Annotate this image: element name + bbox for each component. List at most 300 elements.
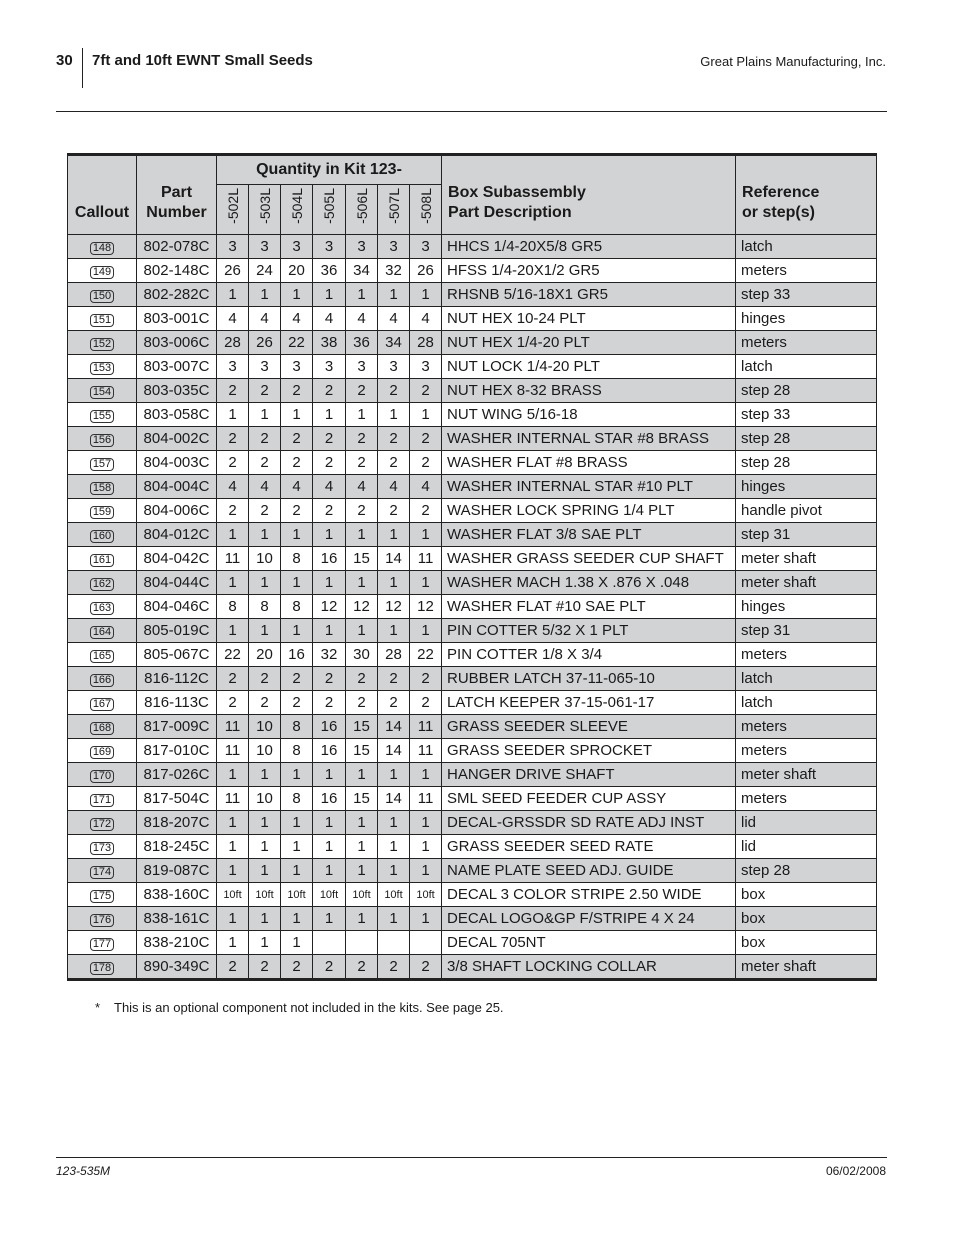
quantity-cell: 2	[410, 379, 442, 403]
quantity-cell: 2	[313, 499, 346, 523]
description-cell: NUT LOCK 1/4-20 PLT	[442, 355, 736, 379]
quantity-cell: 2	[313, 451, 346, 475]
quantity-cell: 8	[281, 595, 313, 619]
quantity-cell: 2	[281, 667, 313, 691]
quantity-cell: 1	[410, 523, 442, 547]
quantity-cell: 11	[410, 787, 442, 811]
quantity-cell: 1	[249, 859, 281, 883]
callout-number: 159	[90, 506, 114, 519]
quantity-cell: 1	[410, 811, 442, 835]
reference-cell: latch	[736, 355, 877, 379]
quantity-cell: 8	[281, 715, 313, 739]
reference-cell: meters	[736, 787, 877, 811]
quantity-cell: 1	[249, 763, 281, 787]
reference-cell: step 33	[736, 403, 877, 427]
callout-cell	[68, 667, 137, 691]
table-row	[68, 571, 877, 595]
header-description-line2: Part Description	[448, 204, 572, 221]
quantity-cell: 16	[313, 715, 346, 739]
quantity-cell: 2	[346, 427, 378, 451]
quantity-cell: 2	[313, 955, 346, 980]
quantity-cell: 20	[249, 643, 281, 667]
quantity-cell: 1	[410, 907, 442, 931]
part-number-cell: 804-002C	[137, 427, 217, 451]
reference-cell: latch	[736, 667, 877, 691]
document-number: 123-535M	[56, 1164, 111, 1178]
quantity-cell: 1	[313, 835, 346, 859]
reference-cell: latch	[736, 235, 877, 259]
callout-cell	[68, 307, 137, 331]
callout-cell	[68, 403, 137, 427]
quantity-cell: 1	[313, 403, 346, 427]
table-row	[68, 355, 877, 379]
description-cell: RHSNB 5/16-18X1 GR5	[442, 283, 736, 307]
part-number-cell: 838-161C	[137, 907, 217, 931]
quantity-cell: 3	[249, 355, 281, 379]
callout-cell	[68, 883, 137, 907]
reference-cell: step 28	[736, 451, 877, 475]
part-number-cell: 817-504C	[137, 787, 217, 811]
quantity-cell: 4	[313, 307, 346, 331]
quantity-cell: 34	[346, 259, 378, 283]
callout-cell	[68, 259, 137, 283]
quantity-cell: 20	[281, 259, 313, 283]
part-number-cell: 817-026C	[137, 763, 217, 787]
quantity-cell: 14	[378, 715, 410, 739]
description-cell: DECAL-GRSSDR SD RATE ADJ INST	[442, 811, 736, 835]
quantity-cell: 12	[378, 595, 410, 619]
callout-number: 165	[90, 650, 114, 663]
quantity-cell: 2	[249, 379, 281, 403]
quantity-cell: 28	[217, 331, 249, 355]
quantity-cell: 1	[217, 859, 249, 883]
part-number-cell: 803-058C	[137, 403, 217, 427]
part-number-cell: 818-207C	[137, 811, 217, 835]
callout-number: 174	[90, 866, 114, 879]
description-cell: HANGER DRIVE SHAFT	[442, 763, 736, 787]
quantity-cell: 1	[346, 523, 378, 547]
callout-number: 148	[90, 242, 114, 255]
quantity-cell: 24	[249, 259, 281, 283]
quantity-cell: 3	[346, 235, 378, 259]
table-row	[68, 835, 877, 859]
quantity-cell: 2	[313, 379, 346, 403]
description-cell: 3/8 SHAFT LOCKING COLLAR	[442, 955, 736, 980]
quantity-cell: 2	[410, 427, 442, 451]
quantity-cell: 32	[378, 259, 410, 283]
quantity-cell: 16	[313, 739, 346, 763]
quantity-cell: 2	[410, 691, 442, 715]
table-row	[68, 499, 877, 523]
callout-number: 172	[90, 818, 114, 831]
part-number-cell: 804-042C	[137, 547, 217, 571]
company-name: Great Plains Manufacturing, Inc.	[700, 54, 886, 69]
quantity-cell: 4	[346, 307, 378, 331]
quantity-cell: 11	[217, 715, 249, 739]
quantity-cell: 2	[346, 955, 378, 980]
quantity-cell: 4	[313, 475, 346, 499]
callout-number: 155	[90, 410, 114, 423]
quantity-cell: 1	[217, 763, 249, 787]
quantity-cell: 1	[410, 619, 442, 643]
table-row	[68, 451, 877, 475]
quantity-cell	[346, 931, 378, 955]
quantity-cell: 3	[217, 235, 249, 259]
callout-number: 163	[90, 602, 114, 615]
table-row	[68, 403, 877, 427]
quantity-cell: 1	[378, 619, 410, 643]
quantity-cell: 1	[217, 571, 249, 595]
reference-cell: hinges	[736, 307, 877, 331]
callout-number: 153	[90, 362, 114, 375]
reference-cell: step 31	[736, 523, 877, 547]
document-date: 06/02/2008	[825, 1164, 886, 1178]
quantity-cell: 1	[378, 835, 410, 859]
quantity-cell: 4	[217, 475, 249, 499]
document-title: 7ft and 10ft EWNT Small Seeds	[92, 52, 313, 69]
header-reference-line1: Reference	[742, 184, 820, 201]
quantity-cell: 1	[249, 619, 281, 643]
header-part-number-line2: Number	[146, 204, 207, 221]
description-cell: PIN COTTER 5/32 X 1 PLT	[442, 619, 736, 643]
table-row	[68, 955, 877, 980]
quantity-cell: 2	[249, 499, 281, 523]
quantity-cell: 2	[378, 667, 410, 691]
quantity-cell: 1	[217, 907, 249, 931]
quantity-cell: 3	[378, 235, 410, 259]
quantity-cell: 1	[249, 835, 281, 859]
quantity-cell: 2	[313, 667, 346, 691]
header-quantity-group: Quantity in Kit 123-	[217, 155, 442, 185]
quantity-cell: 2	[378, 427, 410, 451]
table-row	[68, 523, 877, 547]
part-number-cell: 805-067C	[137, 643, 217, 667]
quantity-cell: 1	[217, 403, 249, 427]
quantity-cell: 2	[313, 691, 346, 715]
quantity-cell: 10ft	[346, 883, 378, 907]
quantity-cell: 11	[217, 787, 249, 811]
reference-cell: meters	[736, 643, 877, 667]
description-cell: WASHER INTERNAL STAR #8 BRASS	[442, 427, 736, 451]
reference-cell: step 33	[736, 283, 877, 307]
part-number-cell: 818-245C	[137, 835, 217, 859]
description-cell: DECAL LOGO&GP F/STRIPE 4 X 24	[442, 907, 736, 931]
quantity-cell: 15	[346, 739, 378, 763]
quantity-cell: 2	[249, 955, 281, 980]
footnote	[95, 1000, 504, 1015]
part-number-cell: 890-349C	[137, 955, 217, 980]
table-row	[68, 283, 877, 307]
quantity-cell: 4	[378, 475, 410, 499]
quantity-cell: 1	[378, 763, 410, 787]
description-cell: WASHER LOCK SPRING 1/4 PLT	[442, 499, 736, 523]
table-row	[68, 595, 877, 619]
part-number-cell: 804-004C	[137, 475, 217, 499]
header-callout: Callout	[68, 155, 137, 235]
description-cell: NUT HEX 1/4-20 PLT	[442, 331, 736, 355]
quantity-cell: 26	[249, 331, 281, 355]
callout-cell	[68, 355, 137, 379]
quantity-cell: 1	[281, 283, 313, 307]
quantity-cell: 3	[281, 355, 313, 379]
part-number-cell: 805-019C	[137, 619, 217, 643]
quantity-cell: 3	[378, 355, 410, 379]
reference-cell: meter shaft	[736, 955, 877, 980]
quantity-cell: 2	[217, 379, 249, 403]
callout-number: 160	[90, 530, 114, 543]
quantity-cell: 3	[410, 355, 442, 379]
part-number-cell: 803-001C	[137, 307, 217, 331]
callout-cell	[68, 955, 137, 980]
callout-number: 170	[90, 770, 114, 783]
page-number: 30	[56, 52, 73, 69]
reference-cell: meters	[736, 259, 877, 283]
quantity-cell: 1	[281, 523, 313, 547]
header-kit	[346, 185, 378, 235]
callout-cell	[68, 931, 137, 955]
quantity-cell: 1	[217, 835, 249, 859]
header-kit-label: -505L	[321, 188, 337, 224]
part-number-cell: 819-087C	[137, 859, 217, 883]
quantity-cell: 2	[313, 427, 346, 451]
quantity-cell: 1	[217, 523, 249, 547]
quantity-cell: 10	[249, 739, 281, 763]
reference-cell: step 28	[736, 379, 877, 403]
quantity-cell: 1	[378, 403, 410, 427]
reference-cell: box	[736, 883, 877, 907]
header-rule	[56, 111, 887, 112]
quantity-cell: 4	[281, 307, 313, 331]
quantity-cell: 1	[281, 403, 313, 427]
header-description-line1: Box Subassembly	[448, 184, 586, 201]
quantity-cell: 36	[313, 259, 346, 283]
quantity-cell: 1	[313, 811, 346, 835]
part-number-cell: 802-148C	[137, 259, 217, 283]
quantity-cell: 4	[378, 307, 410, 331]
callout-cell	[68, 907, 137, 931]
quantity-cell: 3	[313, 355, 346, 379]
callout-number: 177	[90, 938, 114, 951]
callout-cell	[68, 715, 137, 739]
footnote-text: This is an optional component not included in the kits. See page 25.	[114, 1000, 504, 1015]
quantity-cell: 2	[410, 667, 442, 691]
quantity-cell: 3	[410, 235, 442, 259]
header-kit-label: -503L	[256, 188, 273, 224]
header-kit-label: -504L	[288, 188, 305, 224]
quantity-cell: 1	[313, 571, 346, 595]
quantity-cell: 2	[217, 451, 249, 475]
quantity-cell: 2	[410, 955, 442, 980]
quantity-cell: 2	[217, 499, 249, 523]
quantity-cell: 1	[410, 835, 442, 859]
table-row	[68, 235, 877, 259]
quantity-cell: 34	[378, 331, 410, 355]
description-cell: HHCS 1/4-20X5/8 GR5	[442, 235, 736, 259]
reference-cell: step 28	[736, 859, 877, 883]
callout-cell	[68, 547, 137, 571]
quantity-cell: 10ft	[249, 883, 281, 907]
callout-cell	[68, 739, 137, 763]
callout-number: 173	[90, 842, 114, 855]
quantity-cell: 3	[346, 355, 378, 379]
quantity-cell: 1	[313, 763, 346, 787]
callout-number: 154	[90, 386, 114, 399]
quantity-cell: 16	[313, 547, 346, 571]
part-number-cell: 838-160C	[137, 883, 217, 907]
quantity-cell: 1	[410, 859, 442, 883]
quantity-cell: 10	[249, 547, 281, 571]
quantity-cell: 1	[410, 283, 442, 307]
quantity-cell: 1	[346, 859, 378, 883]
quantity-cell: 1	[346, 403, 378, 427]
quantity-cell: 4	[346, 475, 378, 499]
callout-cell	[68, 283, 137, 307]
table-row	[68, 883, 877, 907]
description-cell: PIN COTTER 1/8 X 3/4	[442, 643, 736, 667]
description-cell: NUT WING 5/16-18	[442, 403, 736, 427]
quantity-cell: 30	[346, 643, 378, 667]
quantity-cell: 2	[217, 691, 249, 715]
table-row	[68, 331, 877, 355]
callout-cell	[68, 643, 137, 667]
quantity-cell: 2	[249, 667, 281, 691]
quantity-cell: 1	[249, 907, 281, 931]
quantity-cell: 1	[249, 931, 281, 955]
header-kit	[217, 185, 249, 235]
table-row	[68, 907, 877, 931]
quantity-cell: 2	[410, 499, 442, 523]
quantity-cell: 1	[281, 859, 313, 883]
callout-number: 157	[90, 458, 114, 471]
header-kit	[378, 185, 410, 235]
callout-number: 161	[90, 554, 114, 567]
part-number-cell: 803-006C	[137, 331, 217, 355]
quantity-cell: 11	[410, 547, 442, 571]
callout-number: 175	[90, 890, 114, 903]
quantity-cell	[378, 931, 410, 955]
quantity-cell: 3	[249, 235, 281, 259]
callout-cell	[68, 691, 137, 715]
description-cell: HFSS 1/4-20X1/2 GR5	[442, 259, 736, 283]
reference-cell: meters	[736, 739, 877, 763]
quantity-cell: 4	[410, 475, 442, 499]
quantity-cell: 2	[378, 379, 410, 403]
reference-cell: meters	[736, 715, 877, 739]
quantity-cell: 4	[249, 307, 281, 331]
parts-table	[67, 153, 877, 981]
description-cell: DECAL 705NT	[442, 931, 736, 955]
reference-cell: step 31	[736, 619, 877, 643]
quantity-cell: 22	[281, 331, 313, 355]
quantity-cell: 1	[281, 907, 313, 931]
header-description	[442, 155, 736, 235]
quantity-cell: 4	[410, 307, 442, 331]
callout-number: 178	[90, 962, 114, 975]
reference-cell: hinges	[736, 595, 877, 619]
quantity-cell: 1	[410, 763, 442, 787]
quantity-cell: 1	[346, 571, 378, 595]
header-kit	[410, 185, 442, 235]
callout-cell	[68, 523, 137, 547]
callout-number: 158	[90, 482, 114, 495]
table-row	[68, 475, 877, 499]
callout-cell	[68, 331, 137, 355]
quantity-cell: 2	[346, 691, 378, 715]
table-row	[68, 379, 877, 403]
part-number-cell: 803-007C	[137, 355, 217, 379]
table-row	[68, 811, 877, 835]
callout-cell	[68, 235, 137, 259]
header-part-number-line1: Part	[160, 184, 193, 201]
quantity-cell: 28	[410, 331, 442, 355]
callout-cell	[68, 379, 137, 403]
quantity-cell: 4	[249, 475, 281, 499]
quantity-cell: 4	[281, 475, 313, 499]
table-row	[68, 547, 877, 571]
quantity-cell: 1	[410, 403, 442, 427]
callout-number: 167	[90, 698, 114, 711]
table-row	[68, 691, 877, 715]
quantity-cell: 8	[249, 595, 281, 619]
reference-cell: box	[736, 931, 877, 955]
callout-cell	[68, 835, 137, 859]
table-row	[68, 763, 877, 787]
quantity-cell: 15	[346, 715, 378, 739]
quantity-cell: 26	[410, 259, 442, 283]
quantity-cell: 15	[346, 547, 378, 571]
callout-number: 166	[90, 674, 114, 687]
part-number-cell: 817-009C	[137, 715, 217, 739]
description-cell: WASHER FLAT 3/8 SAE PLT	[442, 523, 736, 547]
part-number-cell: 816-112C	[137, 667, 217, 691]
quantity-cell: 38	[313, 331, 346, 355]
quantity-cell: 2	[346, 451, 378, 475]
quantity-cell: 15	[346, 787, 378, 811]
quantity-cell: 14	[378, 739, 410, 763]
quantity-cell: 1	[281, 619, 313, 643]
header-divider	[82, 48, 83, 88]
quantity-cell: 12	[313, 595, 346, 619]
quantity-cell: 2	[217, 955, 249, 980]
callout-number: 164	[90, 626, 114, 639]
callout-cell	[68, 475, 137, 499]
quantity-cell: 2	[249, 427, 281, 451]
header-kit-label: -508L	[417, 188, 434, 224]
quantity-cell: 2	[346, 667, 378, 691]
quantity-cell: 36	[346, 331, 378, 355]
reference-cell: lid	[736, 811, 877, 835]
quantity-cell: 2	[249, 451, 281, 475]
quantity-cell: 2	[378, 691, 410, 715]
header-kit-label: -502L	[224, 188, 241, 224]
quantity-cell: 1	[217, 283, 249, 307]
quantity-cell	[313, 931, 346, 955]
footnote-marker: *	[95, 1000, 101, 1015]
reference-cell: meters	[736, 331, 877, 355]
callout-number: 176	[90, 914, 114, 927]
header-part-number	[137, 155, 217, 235]
quantity-cell: 1	[378, 571, 410, 595]
quantity-cell: 1	[217, 931, 249, 955]
description-cell: WASHER FLAT #8 BRASS	[442, 451, 736, 475]
quantity-cell: 1	[346, 763, 378, 787]
callout-number: 149	[90, 266, 114, 279]
description-cell: WASHER INTERNAL STAR #10 PLT	[442, 475, 736, 499]
quantity-cell: 1	[313, 283, 346, 307]
quantity-cell: 1	[281, 811, 313, 835]
quantity-cell: 1	[346, 835, 378, 859]
callout-cell	[68, 787, 137, 811]
